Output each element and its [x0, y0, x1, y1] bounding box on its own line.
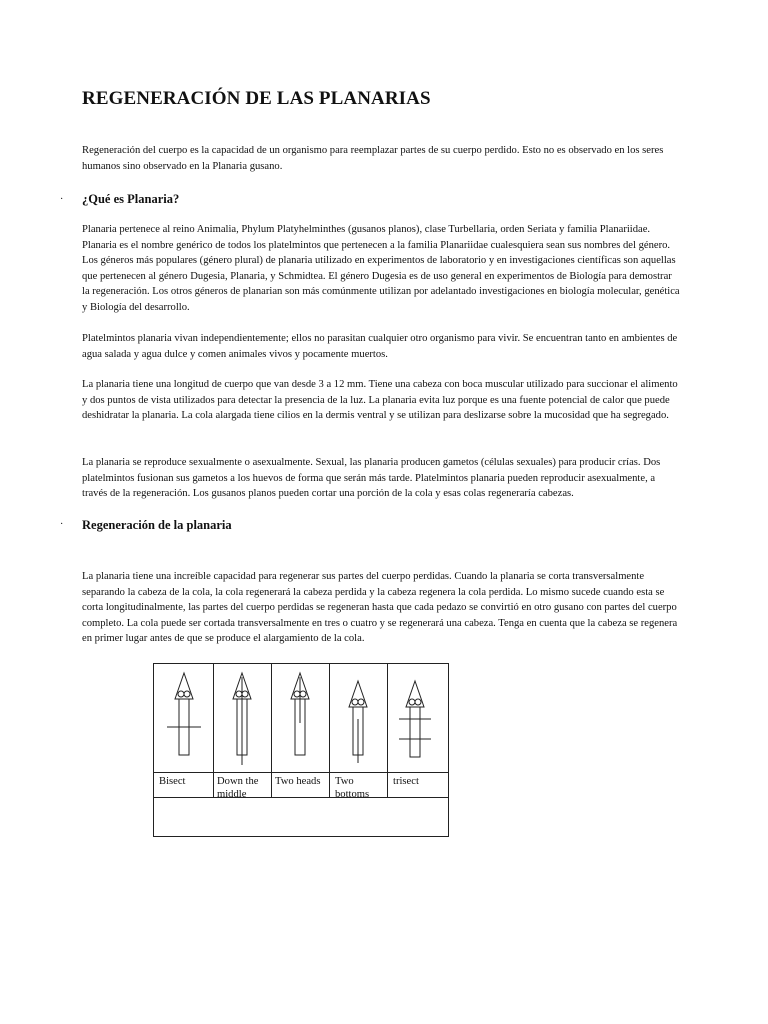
caption-two-heads: Two heads — [275, 776, 321, 787]
worm-down-the-middle-icon — [233, 673, 251, 765]
section1-paragraph-1: Planaria pertenece al reino Animalia, Phylum Platyhelminthes (gusanos planos), clase Turbellaria, orden Seriata y familia Planariidae. Planaria es el nombre genérico de todos los platelmintos que pertenecen a la familia Planariidae cualesquiera sean sus nombres del género. Los géneros más populares (género plural) de planaria utilizado en experimentos de laboratorio y en investigaciones científicas son aquellas que pertenecen al género Dugesia, Planaria, y Schmidtea. El género Dugesia es de uso general en experimentos de Biología para demostrar la regeneración. Los otros géneros de planarian son más comúnmente utilizan por adelantado investigaciones en biología molecular, genética y Biología del desarrollo. — [82, 224, 680, 313]
page-title: REGENERACIÓN DE LAS PLANARIAS — [82, 88, 431, 109]
caption-bisect: Bisect — [159, 776, 186, 787]
section-heading-regeneracion: Regeneración de la planaria — [82, 518, 232, 532]
section1-paragraph-4: La planaria se reproduce sexualmente o asexualmente. Sexual, las planaria producen gametos (células sexuales) para producir crías. Dos platelmintos fusionan sus gametos a los huevos de forma que serán más tarde. Platelmintos planaria pueden reproducir asexualmente, a través de la regeneración. Los gusanos planos pueden cortar una porción de la cola y esas colas regeneraría cabezas. — [82, 457, 661, 499]
caption-trisect: trisect — [393, 776, 419, 787]
section1-paragraph-3: La planaria tiene una longitud de cuerpo que van desde 3 a 12 mm. Tiene una cabeza con boca muscular utilizado para succionar el alimento y dos puntos de vista utilizados para detectar la presencia de la luz. La planaria evita luz porque es una fuente potencial de calor que puede deshidratar la planaria. La cola alargada tiene cilios en la dermis ventral y se utilizan para deslizarse sobre la mucosidad que ha segregado. — [82, 379, 678, 421]
regeneration-figure — [153, 663, 449, 837]
bullet-2: · — [60, 519, 64, 530]
worm-two-bottoms-icon — [349, 681, 367, 763]
section-heading-que-es-planaria: ¿Qué es Planaria? — [82, 192, 180, 206]
caption-down-the-middle: Down the middle — [217, 776, 259, 800]
worm-trisect-icon — [399, 681, 431, 757]
caption-two-bottoms: Two bottoms — [335, 776, 370, 800]
regeneration-diagram — [153, 663, 449, 837]
worm-bisect-icon — [167, 673, 201, 755]
section1-paragraph-2: Platelmintos planaria vivan independientemente; ellos no parasitan cualquier otro organismo para vivir. Se encuentran tanto en ambientes de agua salada y agua dulce y comen animales vivos y pocamente muertos. — [82, 333, 678, 360]
worm-two-heads-icon — [291, 673, 309, 755]
bullet-1: · — [60, 194, 64, 205]
intro-paragraph: Regeneración del cuerpo es la capacidad de un organismo para reemplazar partes de su cuerpo perdido. Esto no es observado en los seres humanos sino observado en la Planaria gusano. — [82, 145, 664, 172]
section2-paragraph-1: La planaria tiene una increíble capacidad para regenerar sus partes del cuerpo perdidas. Cuando la planaria se corta transversalmente separando la cabeza de la cola, la cola regenerará la cabeza perdida y la cabeza regenera la cola perdida. Lo mismo sucede cuando esta se corta longitudinalmente, las partes del cuerpo perdidas se regeneran hasta que cada pedazo se convirtió en otro gusano con partes del cuerpo completo. La cola puede ser cortada transversalmente en tres o cuatro y se regenerará una cabeza. Tenga en cuenta que la cabeza se regenera en primer lugar antes de que se produce el alargamiento de la cola. — [82, 571, 678, 644]
